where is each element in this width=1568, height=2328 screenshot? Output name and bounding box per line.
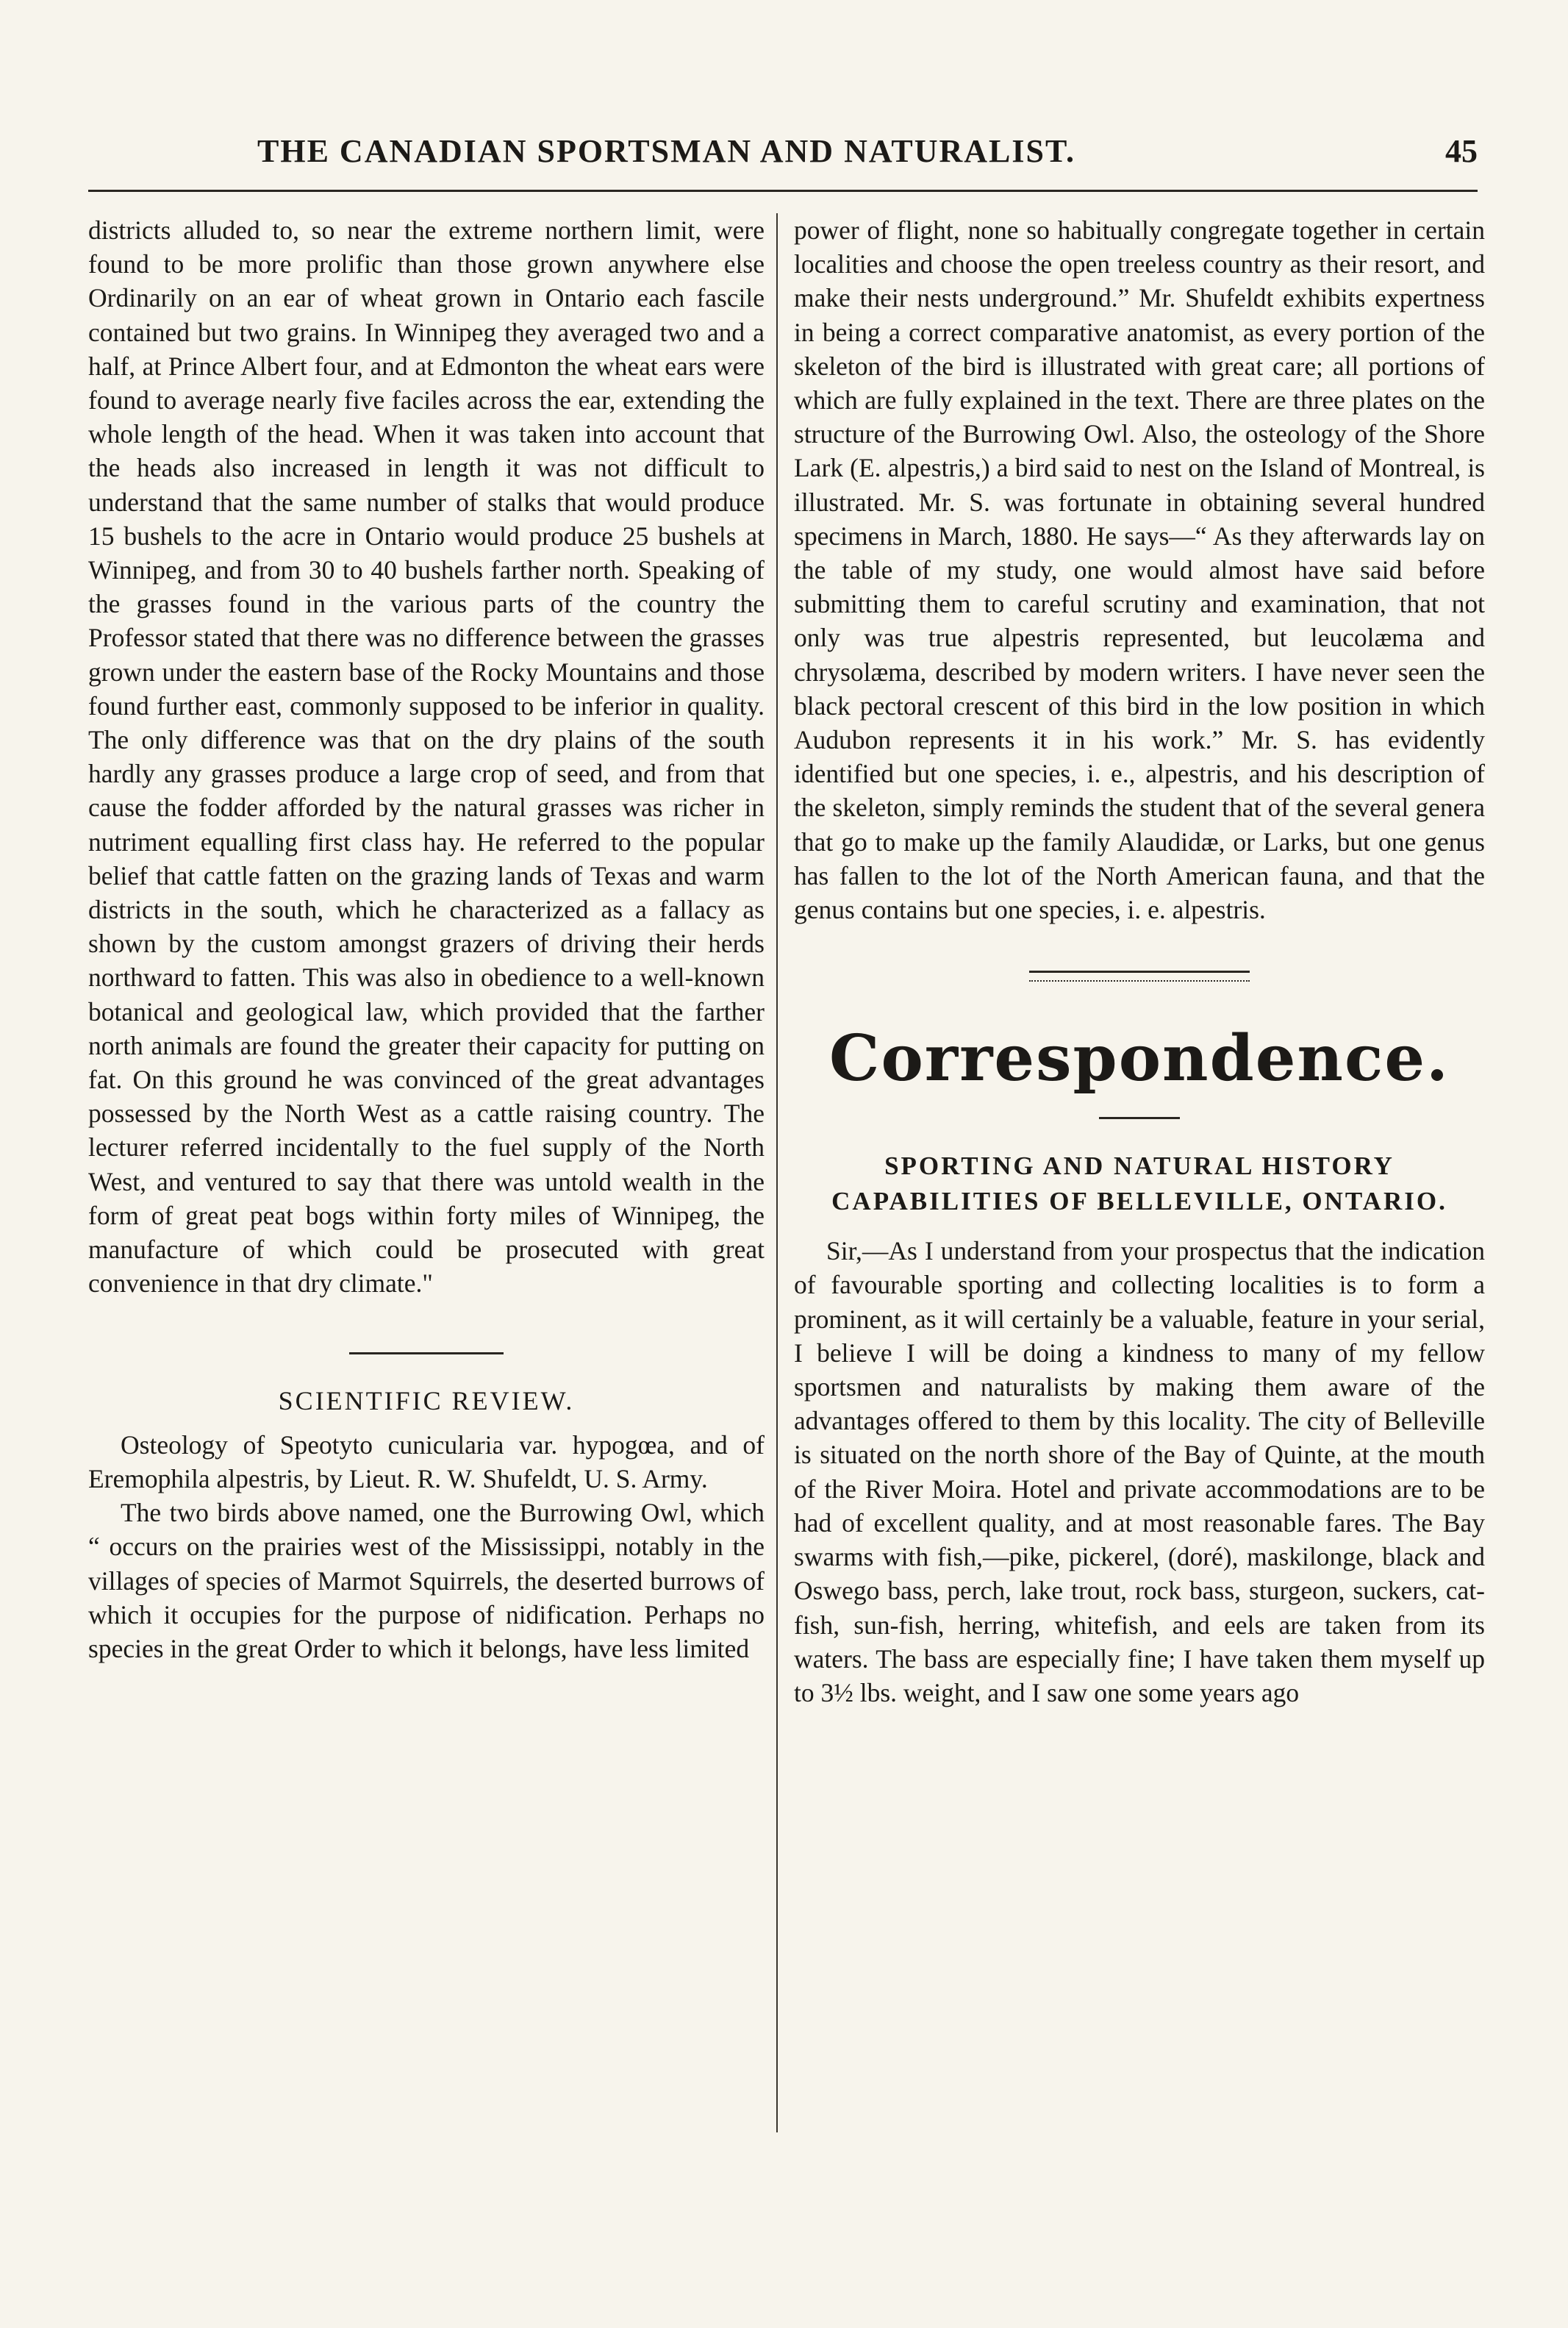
left-column: [88, 213, 765, 1665]
review-title: Osteology of Speotyto cunicularia var. hypogœa, and of Eremophila alpestris, by Lieut. R. W. Shufeldt, U. S. Army.: [88, 1429, 765, 1493]
review-body-start: The two birds above named, one the Burrowing Owl, which “ occurs on the prairies west of the Mississippi, notably in the villages of species of Marmot Squirrels, the deserted burrows of which it occupies for the purpose of nidification. Perhaps no species in the great Order to which it belongs, have less limited: [88, 1498, 765, 1663]
running-title: THE CANADIAN SPORTSMAN AND NATURALIST.: [257, 133, 1076, 169]
column-divider: [776, 213, 778, 2132]
scientific-review-heading: SCIENTIFIC REVIEW.: [278, 1385, 575, 1415]
correspondence-heading: Correspondence.: [829, 1021, 1450, 1096]
review-body-end: power of flight, none so habitually congregate together in certain localities and choose the open treeless country as their resort, and make their nests underground.” Mr. Shufeldt exhibits expertness in being a correct comparative anatomist, as every portion of the skeleton of the bird is illustrated with great care; all portions of which are fully explained in the text. There are three plates on the structure of the Burrowing Owl. Also, the osteology of the Shore Lark (E. alpestris,) a bird said to nest on the Island of Montreal, is illustrated. Mr. S. was fortunate in obtaining several hundred specimens in March, 1880. He says—“ As they afterwards lay on the table of my study, one would almost have said before submitting them to careful scrutiny and examination, that not only was true alpestris represented, but leucolæma and chrysolæma, described by modern writers. I have never seen the black pectoral crescent of this bird in the low position in which Audubon represents it in his work.” Mr. S. has evidently identified but one species, i. e., alpestris, and his description of the skeleton, simply reminds the student that of the several genera that go to make up the family Alaudidæ, or Larks, but one genus has fallen to the lot of the North American fauna, and that the genus contains but one species, i. e. alpestris.: [794, 215, 1485, 925]
right-column: [794, 213, 1485, 1710]
letter-heading: SPORTING AND NATURAL HISTORY CAPABILITIES OF BELLEVILLE, ONTARIO.: [831, 1151, 1447, 1216]
header-rule: [88, 190, 1478, 192]
heading-rule: [1099, 1117, 1180, 1119]
ornamental-divider: [1029, 971, 1250, 982]
running-head: [88, 132, 1478, 191]
continued-article-text: districts alluded to, so near the extreme northern limit, were found to be more prolific than those grown anywhere else Ordinarily on an ear of wheat grown in Ontario each fascile contained but two grains. In Winnipeg they averaged two and a half, at Prince Albert four, and at Edmonton the wheat ears were found to average nearly five faciles across the ear, extending the whole length of the head. When it was taken into account that the heads also increased in length it was not difficult to understand that the same number of stalks that would produce 15 bushels to the acre in Ontario would produce 25 bushels at Winnipeg, and from 30 to 40 bushels farther north. Speaking of the grasses found in the various parts of the country the Professor stated that there was no difference between the grasses grown under the eastern base of the Rocky Mountains and those found further east, commonly supposed to be inferior in quality. The only difference was that on the dry plains of the south hardly any grasses produce a large crop of seed, and from that cause the fodder afforded by the natural grasses was richer in nutriment equalling first class hay. He referred to the popular belief that cattle fatten on the grazing lands of Texas and warm districts in the south, which he characterized as a fallacy as shown by the custom amongst grazers of driving their herds northward to fatten. This was also in obedience to a well-known botanical and geological law, which provided that the farther north animals are found the greater their capacity for putting on fat. On this ground he was convinced of the great advantages possessed by the North West as a cattle raising country. The lecturer referred incidentally to the fuel supply of the North West, and ventured to say that there was untold wealth in the form of great peat bogs within forty miles of Winnipeg, the manufacture of which could be prosecuted with great convenience in that dry climate.": [88, 215, 765, 1299]
section-divider: [349, 1352, 504, 1354]
letter-body: Sir,—As I understand from your prospectus that the indication of favourable sporting and collecting localities is to form a prominent, as it will certainly be a valuable, feature in your serial, I believe I will be doing a kindness to many of my fellow sportsmen and naturalists by making them aware of the advantages offered to them by this locality. The city of Belleville is situated on the north shore of the Bay of Quinte, at the mouth of the River Moira. Hotel and private accommodations are to be had of excellent quality, and at most reasonable fares. The Bay swarms with fish,—pike, pickerel, (doré), maskilonge, black and Oswego bass, perch, lake trout, rock bass, sturgeon, suckers, cat-fish, sun-fish, herring, whitefish, and eels are taken from its waters. The bass are especially fine; I have taken them myself up to 3½ lbs. weight, and I saw one some years ago: [794, 1236, 1485, 1707]
page-number: 45: [1445, 133, 1478, 169]
